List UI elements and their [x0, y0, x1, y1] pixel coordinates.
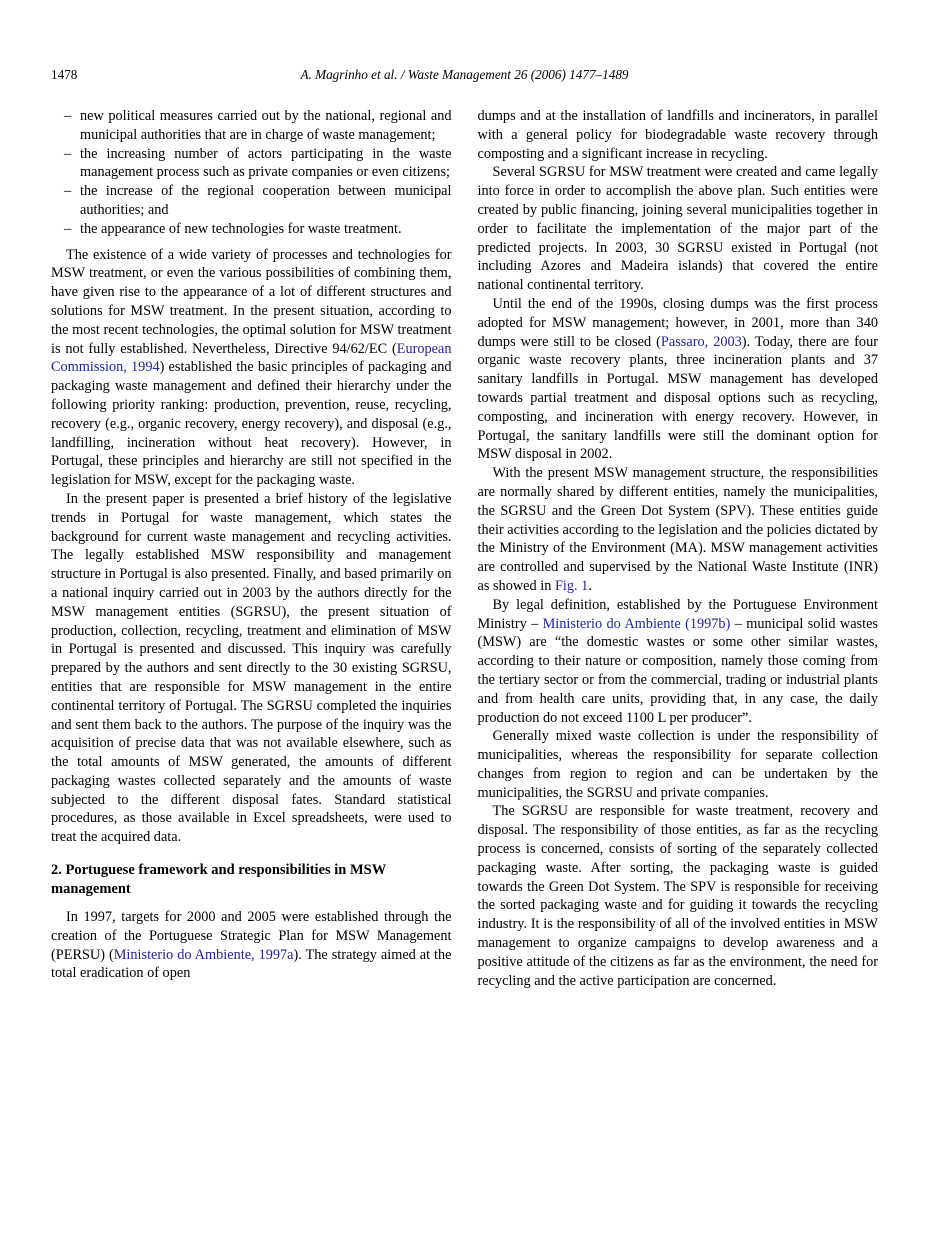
bullet-dash: –: [64, 183, 72, 200]
text-run: – municipal solid wastes (MSW) are “the domestic wastes or some other similar wastes, according to their nature or composition, namely those coming from the tertiary sector or from the commercial, trading or industrial plants and from health care units, providing that, in any case, the daily production do not exceed 1100 L per producer”.: [477, 615, 878, 726]
citation-link[interactable]: Ministerio do Ambiente (1997b): [542, 615, 731, 632]
text-run: By legal definition, established by the Portuguese Environment Ministry –: [477, 596, 878, 632]
bullet-dash: –: [64, 108, 72, 124]
text-run: ). Today, there are four organic waste recovery plants, three incineration plants and 37 sanitary landfills in Portugal. MSW management has developed towards partial treatment and disposal options such as recycling, composting, and incineration with energy recovery. However, in Portugal, the sanitary landfills were still the dominant option for MSW disposal in 2002.: [477, 333, 878, 463]
text-run: In 1997, targets for 2000 and 2005 were established through the creation of the Portuguese Strategic Plan for MSW Management (PERSU) (: [51, 909, 452, 963]
paragraph: [478, 727, 879, 802]
text-run: .: [588, 577, 592, 594]
page-number: 1478: [51, 67, 78, 82]
paragraph: [478, 596, 879, 728]
left-paragraphs-bottom: [51, 908, 452, 983]
list-item-text: new political measures carried out by the national, regional and municipal authorities that are in charge of waste management;: [80, 108, 452, 143]
text-run: ) established the basic principles of packaging and packaging waste management and defined their hierarchy under the following priority ranking: production, prevention, reuse, recycling, recovery (e.g., organic recovery, energy recovery), and disposal (e.g., landfilling, incineration without heat recovery). However, in Portugal, these principles and hierarchy are still not specified in the legislation for MSW, except for the packaging waste.: [51, 359, 452, 489]
text-run: ). The strategy aimed at the total eradication of open: [51, 946, 452, 982]
paragraph: [51, 490, 452, 847]
running-title: A. Magrinho et al. / Waste Management 26 (2006) 1477–1489: [300, 67, 629, 82]
text-run: With the present MSW management structure, the responsibilities are normally shared by different entities, namely the municipalities, the SGRSU and the Green Dot System (SPV). These entities guide their activities according to the legislation and the policies dictated by the Ministry of the Environment (MA). MSW management activities are controlled and supervised by the National Waste Institute (INR) as showed in: [477, 465, 878, 594]
paragraph: [478, 802, 879, 990]
citation-link[interactable]: Fig. 1: [554, 577, 589, 594]
two-column-body: [51, 107, 878, 990]
list-item-text: the appearance of new technologies for waste treatment.: [80, 220, 402, 237]
paragraph: [51, 246, 452, 490]
left-column: [51, 107, 452, 990]
list-item: [51, 182, 452, 220]
paragraph: [478, 163, 879, 295]
list-item: [51, 145, 452, 183]
bullet-dash: –: [64, 145, 72, 162]
text-run: The existence of a wide variety of processes and technologies for MSW treatment, or even the various possibilities of combining them, have given rise to the appearance of a lot of different structures and solutions for MSW treatment. In the present situation, according to the most recent technologies, the optimal solution for MSW treatment is not fully established. Nevertheless, Directive 94/62/EC (: [51, 246, 452, 357]
paragraph: [478, 107, 879, 163]
text-run: The SGRSU are responsible for waste treatment, recovery and disposal. The responsibility of those entities, as far as the recycling process is concerned, consists of sorting of the separately collected packaging waste. After sorting, the packaging waste is guided towards the Green Dot System. The SPV is responsible for receiving the sorted packaging waste and for guiding it towards the recycling industry. It is the responsibility of all of the involved entities in MSW management to organize campaigns to develop awareness and a positive attitude of the citizens as far as the environment, the need for recycling and the active participation are concerned.: [477, 803, 878, 989]
paragraph: [478, 464, 879, 596]
paragraph: [478, 295, 879, 464]
left-paragraphs-top: [51, 246, 452, 848]
right-column: [478, 107, 879, 990]
bullet-list: [51, 107, 452, 239]
citation-link[interactable]: European Commission, 1994: [51, 340, 452, 376]
paragraph: [51, 908, 452, 983]
citation-link[interactable]: Passaro, 2003: [660, 333, 742, 350]
list-item-text: the increase of the regional cooperation between municipal authorities; and: [80, 183, 452, 218]
list-item-text: the increasing number of actors participating in the waste management process such as private companies or even citizens;: [80, 145, 452, 181]
section-heading: 2. Portuguese framework and responsibilities in MSW management: [51, 862, 386, 898]
bullet-dash: –: [64, 220, 72, 237]
text-run: Several SGRSU for MSW treatment were created and came legally into force in order to accomplish the above plan. Such entities were created by public financing, joining several municipalities together in order to facilitate the implementation of the major part of the predicted projects. In 2003, 30 SGRSU existed in Portugal (not including Azores and Madeira islands) that covered the entire national continental territory.: [477, 164, 878, 294]
list-item: [51, 220, 452, 239]
citation-link[interactable]: Ministerio do Ambiente, 1997a: [113, 946, 294, 963]
text-run: Generally mixed waste collection is under the responsibility of municipalities, whereas the responsibility for separate collection changes from region to region and can be undertaken by the municipalities, the SGRSU and private companies.: [477, 728, 878, 801]
list-item: [51, 107, 452, 145]
right-paragraphs: [478, 107, 879, 990]
page-header: [51, 66, 878, 84]
text-run: dumps and at the installation of landfills and incinerators, in parallel with a general policy for biodegradable waste recovery through composting and a significant increase in recycling.: [477, 108, 878, 162]
text-run: In the present paper is presented a brief history of the legislative trends in Portugal for waste management, which states the background for current waste management and recycling activities. The legally established MSW responsibility and management structure in Portugal is also presented. Finally, and based primarily on a national inquiry carried out in 2003 by the authors directly for the MSW management entities (SGRSU), the present situation of production, collection, recycling, treatment and elimination of MSW in Portugal is presented and discussed. This inquiry was carefully prepared by the authors and sent directly to the 30 existing SGRSU, entities that are responsible for MSW management in the entire continental territory of Portugal. The SGRSU completed the inquiries and sent them back to the authors. The purpose of the inquiry was the acquisition of precise data that was not available elsewhere, such as the total amounts of MSW generated, the amounts of different packaging wastes collected separately and the amounts of waste subjected to the different disposal fates. Standard statistical procedures, as those available in Excel spreadsheets, were used to treat the acquired data.: [51, 490, 452, 846]
text-run: Until the end of the 1990s, closing dumps was the first process adopted for MSW management; however, in 2001, more than 340 dumps were still to be closed (: [477, 295, 878, 350]
